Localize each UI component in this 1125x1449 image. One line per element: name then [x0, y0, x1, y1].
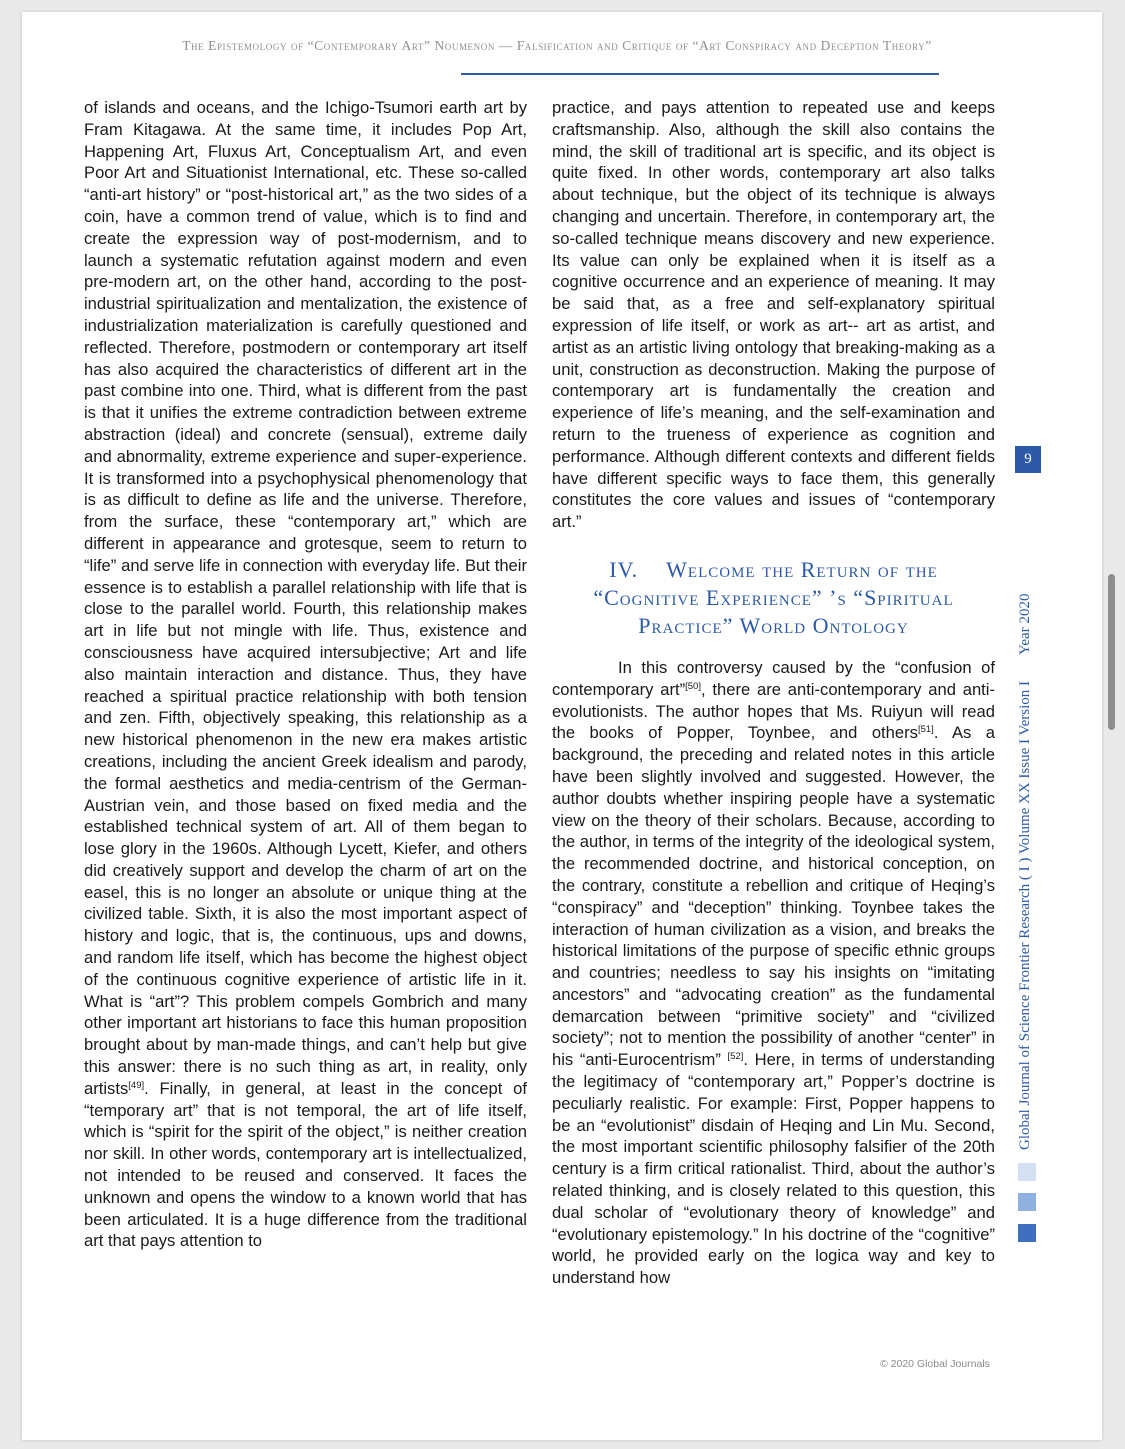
- journal-citation: Global Journal of Science Frontier Research ( I ) Volume XX Issue I Version I: [1017, 680, 1033, 1150]
- citation-ref[interactable]: [52]: [727, 1051, 744, 1063]
- section-number: IV.: [609, 556, 639, 582]
- paragraph: In this controversy caused by the “confusion of contemporary art”[50], there are anti-contemporary and anti-evolutionists. The author hopes that Ms. Ruiyun will read the books of Popper, Toynbee, and others[51]. As a background, the preceding and related notes in this article have been slightly involved and suggested. However, the author doubts whether inspiring people have a systematic view on the theory of their scholars. Because, according to the author, in terms of the integrity of the ideological system, the recommended doctrine, and historical conception, on the contrary, constitute a rebellion and critique of Heqing’s “conspiracy” and “deception” thinking. Toynbee takes the interaction of human civilization as a vision, and breaks the historical limitations of the purpose of specific ethnic groups and countries; needless to say his insights on “imitating ancestors” and “advocating creation” as the fundamental demarcation between “primitive society” and “civilized society”; not to mention the possibility of another “center” in his “anti-Eurocentrism” [52]. Here, in terms of understanding the legitimacy of “contemporary art,” Popper’s doctrine is peculiarly realistic. For example: First, Popper happens to be an “evolutionist” disdain of Heqing and Lin Mu. Second, the most important scientific philosophy falsifier of the 20th century is a firm critical rationalist. Third, about the author’s related thinking, and is closely related to this question, this dual scholar of “evolutionary theory of knowledge” and “evolutionary epistemology.” In his doctrine of the “cognitive” world, he provided early on the logica way and key to understand how: [552, 657, 996, 1288]
- paragraph: practice, and pays attention to repeated use and keeps craftsmanship. Also, although the skill also contains the mind, the skill of traditional art is specific, and its object is quite fixed. In other words, contemporary art also talks about technique, but the object of its technique is always changing and uncertain. Therefore, in contemporary art, the so-called technique means discovery and new experience. Its value can only be explained when it is itself as a cognitive occurrence and an experience of meaning. It may be said that, as a free and self-explanatory spiritual expression of life itself, or work as art-- art as artist, and artist as an artistic living ontology that breaking-making as a unit, construction as deconstruction. Making the purpose of contemporary art is fundamentally the creation and experience of life’s meaning, and the self-examination and return to the trueness of experience as cognition and performance. Although different contexts and different fields have different specific ways to face them, this generally constitutes the core values and issues of “contemporary art.”: [552, 98, 995, 532]
- section-heading: IV. Welcome the Return of the “Cognitive Experience” ’s “Spiritual Practice” World Ontology: [593, 556, 954, 638]
- color-swatch: [1018, 1224, 1036, 1242]
- left-column: [84, 97, 527, 1252]
- paragraph: of islands and oceans, and the Ichigo-Tsumori earth art by Fram Kitagawa. At the same time, it includes Pop Art, Happening Art, Fluxus Art, Conceptualism Art, and even Poor Art and Situationist International, etc. These so-called “anti-art history” or “post-historical art,” as the two sides of a coin, have a common trend of value, which is to find and create the expression way of post-modernism, and to launch a systematic refutation against modern and even pre-modern art, on the other hand, according to the post-industrial spiritualization and mentalization, the existence of industrialization materialization is carefully questioned and reflected. Therefore, postmodern or contemporary art itself has also acquired the characteristics of different art in the past combine into one. Third, what is different from the past is that it unifies the extreme contradiction between extreme abstraction (ideal) and concrete (sensual), extreme daily and abnormality, extreme experience and super-experience. It is transformed into a psychophysical phenomenology that is as difficult to define as life and the universe. Therefore, from the surface, these “contemporary art,” which are different in appearance and grotesque, seem to return to “life” and serve life in connection with everyday life. But their essence is to establish a parallel relationship with life that is close to the parallel world. Fourth, this relationship makes art in life but not mingle with life. Thus, existence and consciousness have acquired intersubjective; Art and life also maintain interaction and distance. Thus, they have reached a spiritual practice relationship with both tension and zen. Fifth, objectively speaking, this relationship as a new historical phenomenon in the new era makes artistic creations, including the ancient Greek idealism and parody, the formal aesthetics and media-centrism of the German-Austrian vein, and those based on fixed media and the established technical system of art. All of them began to lose glory in the 1960s. Although Lycett, Kiefer, and others did creatively support and develop the charm of art on the easel, this is no longer an absolute or unique thing at the civilized table. Sixth, it is also the most important aspect of history and logic, that is, the continuous, ups and downs, and random life itself, which has become the highest object of the continuous cognitive experience of artistic life in it. What is “art”? This problem compels Gombrich and many other important art historians to face this human proposition brought about by man-made things, and can’t help but give this answer: there is no such thing as art, in reality, only artists[49]. Finally, in general, at least in the concept of “temporary art” that is not temporal, the art of life itself, which is “spirit for the spirit of the object,” is neither creation nor skill. In other words, contemporary art is intellectualized, not intended to be reused and conserved. It faces the unknown and opens the window to a known world that has been articulated. It is a huge difference from the traditional art that pays attention to: [84, 98, 527, 1251]
- color-swatch: [1018, 1193, 1036, 1211]
- color-swatch: [1018, 1163, 1036, 1181]
- header-rule: [461, 73, 939, 75]
- citation-ref[interactable]: [51]: [917, 724, 934, 736]
- scrollbar-thumb[interactable]: [1108, 574, 1115, 730]
- page-number-badge: 9: [1015, 446, 1041, 473]
- citation-ref[interactable]: [50]: [685, 680, 701, 692]
- citation-ref[interactable]: [49]: [128, 1079, 145, 1091]
- copyright-notice: © 2020 Global Journals: [880, 1358, 990, 1370]
- running-title: The Epistemology of “Contemporary Art” Noumenon — Falsification and Critique of “Art Conspiracy and Deception Theory”: [182, 38, 932, 53]
- right-column: [552, 97, 995, 1289]
- journal-year: Year 2020: [1017, 593, 1033, 655]
